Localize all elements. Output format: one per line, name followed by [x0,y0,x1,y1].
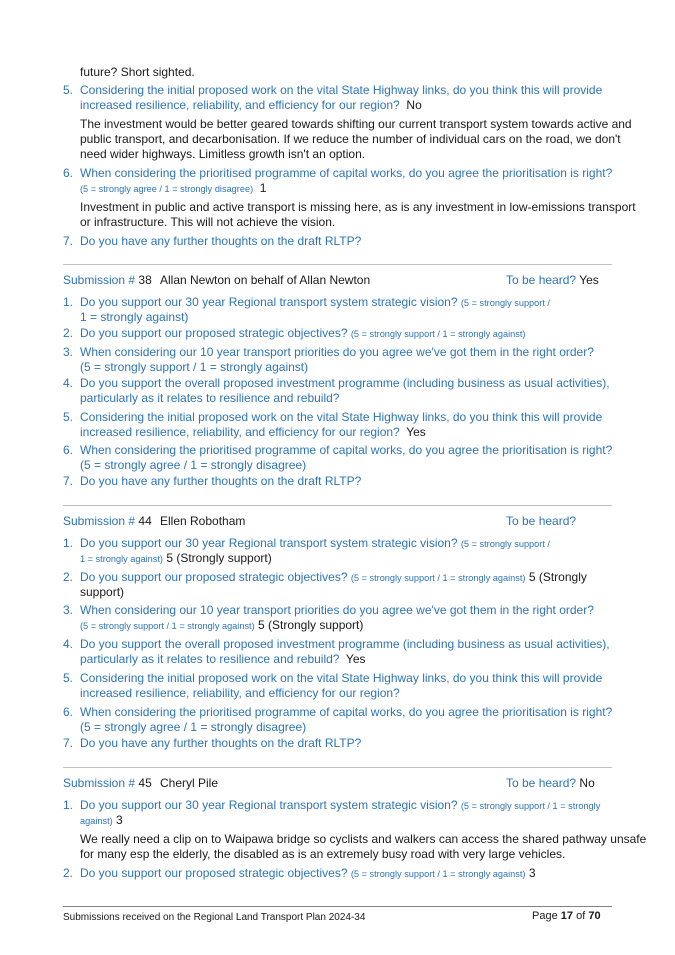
answer-2-cont: support) [80,585,125,599]
question-6-scale: (5 = strongly agree / 1 = strongly disagree) [80,458,307,472]
question-5-text: Considering the initial proposed work on the vital State Highway links, do you think this will provide [80,83,603,97]
question-6-line2 [80,181,266,197]
submitter-name: Ellen Robotham [160,514,246,528]
question-1-scale: (5 = strongly support / [460,298,550,308]
question-3-text: When considering our 10 year transport priorities do you agree we've got them in the right order? [80,345,594,359]
question-2-line [80,866,536,882]
to-be-heard-value: No [579,776,595,790]
answer-6: 1 [259,181,267,195]
answer-2: 3 [528,866,536,880]
question-1-scale: (5 = strongly support / [460,539,550,549]
answer-1: 5 (Strongly support) [166,551,272,565]
question-number: 5. [63,671,74,685]
question-number: 4. [63,376,74,390]
question-6-text: When considering the prioritised programme of capital works, do you agree the prioritisation is right? [80,705,613,719]
question-1-line [80,798,600,814]
question-3-scale: (5 = strongly support / 1 = strongly against) [80,360,309,374]
question-2-scale: (5 = strongly support / 1 = strongly against) [350,329,526,339]
question-7-text: Do you have any further thoughts on the draft RLTP? [80,474,362,488]
question-2-text: Do you support our proposed strategic objectives? [80,866,348,880]
answer-3: 5 (Strongly support) [258,618,364,632]
section-divider [63,264,612,265]
question-1-scale: (5 = strongly support / 1 = strongly [460,801,601,811]
question-1-scale-cont: 1 = strongly against) [80,554,163,564]
question-number: 3. [63,345,74,359]
question-6-scale: (5 = strongly agree / 1 = strongly disagree) [80,184,254,194]
question-1-line2 [80,551,272,567]
to-be-heard-label: To be heard? [506,514,577,528]
question-4-line2 [80,652,366,667]
submitter-name: Allan Newton on behalf of Allan Newton [160,273,371,287]
section-divider [63,505,612,506]
question-5-line2 [80,98,422,113]
answer-6-comment-line: or infrastructure. This will not achieve the vision. [80,215,336,229]
question-2-text: Do you support our proposed strategic objectives? [80,570,348,584]
submission-header [63,514,152,529]
question-number: 1. [63,536,74,550]
question-number: 6. [63,443,74,457]
question-2-scale: (5 = strongly support / 1 = strongly against) [350,869,526,879]
question-3-line2 [80,618,363,634]
submission-header [63,273,152,288]
to-be-heard-label: To be heard? [506,776,577,790]
question-5-text: Considering the initial proposed work on the vital State Highway links, do you think this will provide [80,671,603,685]
question-4-text: Do you support the overall proposed investment programme (including business as usual activities), [80,376,610,390]
answer-5: Yes [406,425,426,439]
submission-label: Submission # [63,776,136,790]
question-3-scale: (5 = strongly support / 1 = strongly against) [80,621,255,631]
answer-5-comment-line: need wider highways. Limitless growth isn't an option. [80,147,366,161]
question-2-scale: (5 = strongly support / 1 = strongly against) [350,573,526,583]
question-number: 5. [63,410,74,424]
section-divider [63,767,612,768]
question-number: 6. [63,166,74,180]
question-1-line [80,295,550,311]
question-1-scale-cont: 1 = strongly against) [80,310,189,324]
submission-number: 44 [138,514,152,528]
continuation-text: future? Short sighted. [80,65,195,79]
question-1-text: Do you support our 30 year Regional transport system strategic vision? [80,295,458,309]
answer-2: 5 (Strongly [528,570,587,584]
question-5-line2 [80,425,426,440]
submitter-name: Cheryl Pile [160,776,219,790]
question-6-text: When considering the prioritised programme of capital works, do you agree the prioritisation is right? [80,166,613,180]
answer-1-comment-line: for many esp the elderly, the disabled as is an extremely busy road with very large vehicles. [80,847,566,861]
question-1-line2 [80,813,123,829]
to-be-heard-label: To be heard? [506,273,577,287]
submission-header [63,776,152,791]
question-number: 7. [63,234,74,248]
question-number: 2. [63,570,74,584]
question-5-text-2: increased resilience, reliability, and efficiency for our region? [80,686,400,700]
question-number: 5. [63,83,74,97]
footer-title: Submissions received on the Regional Land Transport Plan 2024-34 [63,912,366,923]
question-1-scale-cont: against) [80,816,113,826]
question-1-text: Do you support our 30 year Regional transport system strategic vision? [80,798,458,812]
question-5-text-2: increased resilience, reliability, and efficiency for our region? [80,425,400,439]
question-5-text-2: increased resilience, reliability, and efficiency for our region? [80,98,400,112]
to-be-heard [506,776,595,791]
question-6-scale: (5 = strongly agree / 1 = strongly disagree) [80,720,307,734]
question-number: 6. [63,705,74,719]
question-2-text: Do you support our proposed strategic objectives? [80,326,348,340]
question-number: 4. [63,637,74,651]
total-pages: 70 [588,910,601,922]
question-3-text: When considering our 10 year transport priorities do you agree we've got them in the right order? [80,603,594,617]
question-1-line [80,536,550,552]
question-number: 7. [63,474,74,488]
question-4-text: Do you support the overall proposed investment programme (including business as usual activities), [80,637,610,651]
question-5-text: Considering the initial proposed work on the vital State Highway links, do you think this will provide [80,410,603,424]
page-label: Page [532,910,558,922]
question-number: 7. [63,736,74,750]
question-number: 3. [63,603,74,617]
submission-number: 45 [138,776,152,790]
question-7-text: Do you have any further thoughts on the draft RLTP? [80,234,362,248]
question-4-text-2: particularly as it relates to resilience and rebuild? [80,652,340,666]
submission-label: Submission # [63,273,136,287]
question-number: 1. [63,295,74,309]
footer-divider [63,906,612,907]
question-number: 1. [63,798,74,812]
question-7-text: Do you have any further thoughts on the draft RLTP? [80,736,362,750]
answer-1-comment-line: We really need a clip on to Waipawa bridge so cyclists and walkers can access the shared pathway unsafe [80,832,647,846]
submission-label: Submission # [63,514,136,528]
question-6-text: When considering the prioritised programme of capital works, do you agree the prioritisation is right? [80,443,613,457]
to-be-heard [506,273,599,288]
to-be-heard-value: Yes [579,273,599,287]
question-4-text-2: particularly as it relates to resilience and rebuild? [80,391,340,405]
answer-5: No [406,98,422,112]
to-be-heard [506,514,576,529]
question-2-line [80,570,587,586]
answer-4: Yes [345,652,366,666]
current-page: 17 [560,910,574,922]
answer-5-comment-line: The investment would be better geared towards shifting our current transport system towards active and [80,117,632,131]
answer-6-comment-line: Investment in public and active transport is missing here, as is any investment in low-emissions transport [80,200,636,214]
answer-1: 3 [116,813,123,827]
question-number: 2. [63,326,74,340]
page-of: of [576,910,586,922]
page-number [532,910,601,923]
question-1-text: Do you support our 30 year Regional transport system strategic vision? [80,536,458,550]
submission-number: 38 [138,273,152,287]
answer-5-comment-line: public transport, and decarbonisation. If we reduce the number of individual cars on the road, we don't [80,132,621,146]
question-2-line [80,326,526,342]
question-number: 2. [63,866,74,880]
